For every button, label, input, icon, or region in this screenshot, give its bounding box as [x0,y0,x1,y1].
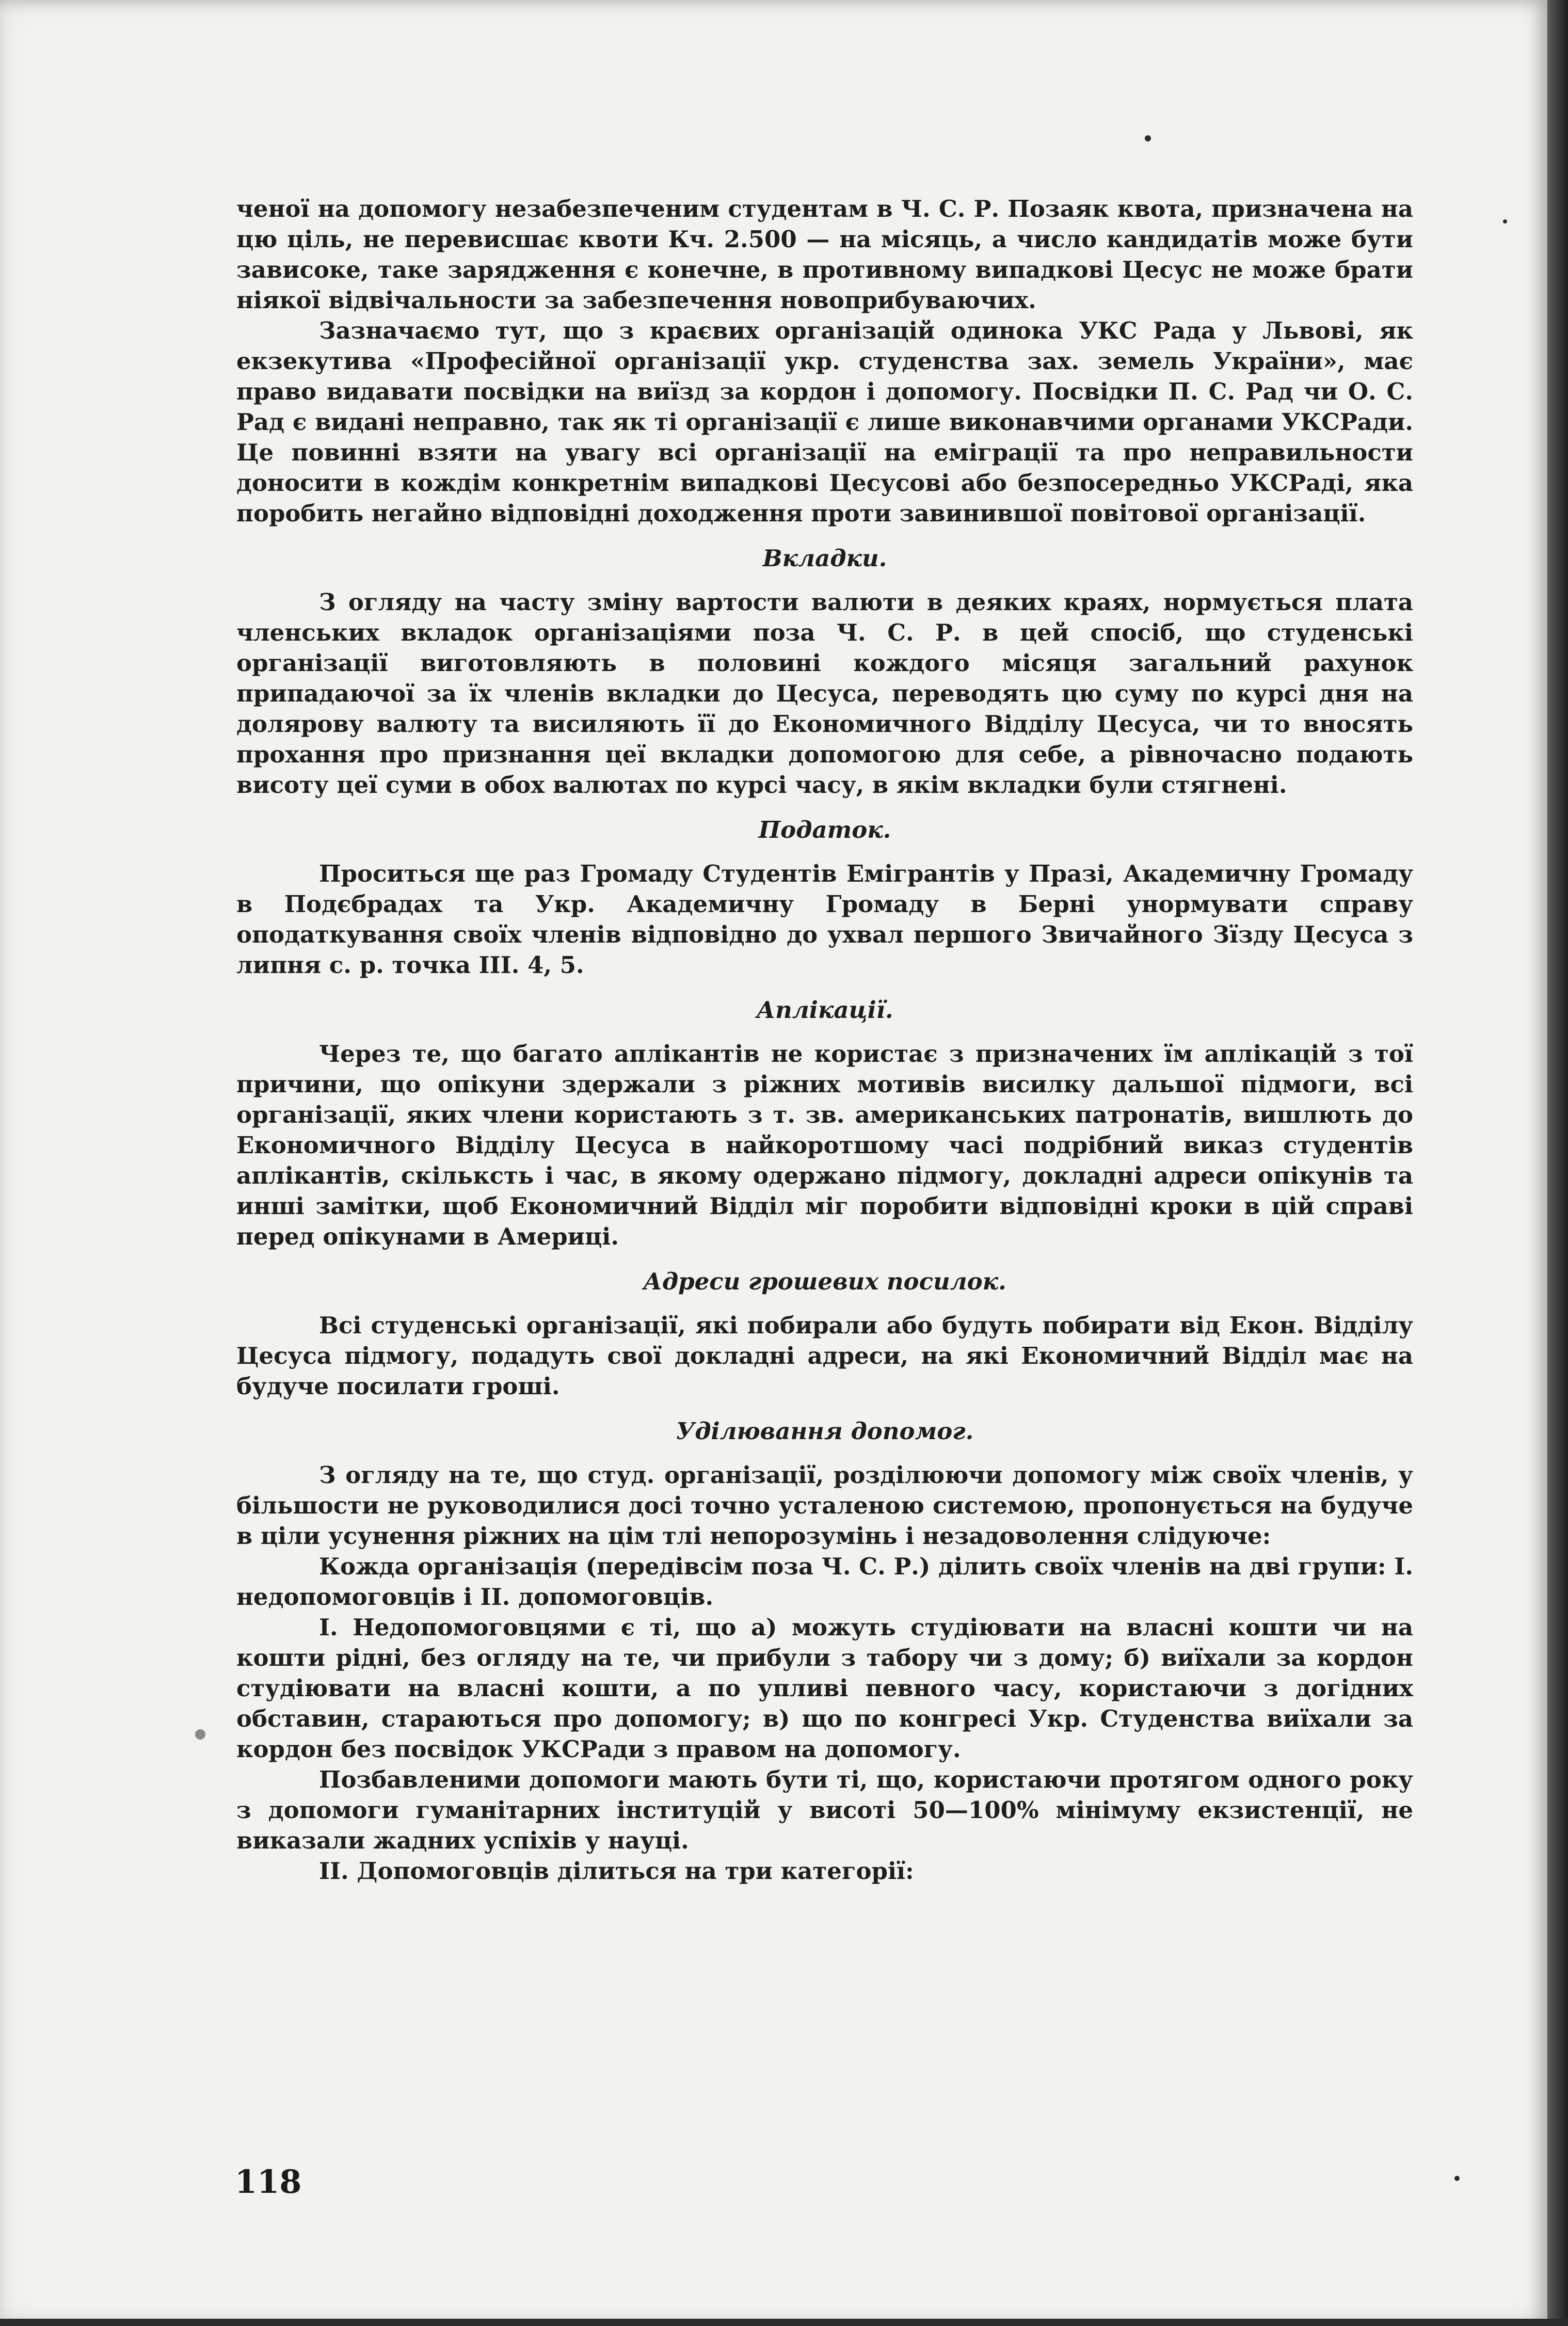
scan-border-right [1547,0,1568,2326]
paragraph-adresy: Всі студенські організації, які побирали або будуть побирати від Екон. Відділу Цесуса підмогу, подадуть свої докладні адреси, на які Економичний Відділ має на будуче посилати гроші. [236,1312,1413,1400]
scan-speck [1145,135,1151,141]
section-heading-podatok: Податок. [758,816,891,843]
scan-speck [1454,2176,1460,2181]
page-number: 118 [235,2163,302,2201]
section-heading-aplikatsii: Аплікації. [756,996,893,1024]
section-heading-vkladky: Вкладки. [762,545,887,572]
paragraph-nedopomogovtsi: І. Недопомоговцями є ті, що а) можуть студіювати на власні кошти чи на кошти рідні, без огляду на те, чи прибули з табору чи з дому; б) виїхали за кордон студіювати на власні кошти, а по упливі певного часу, користаючи з догідних обставин, стараються про допомогу; в) що по конгресі Укр. Студенства виїхали за кордон без посвідок УКСРади з правом на допомогу. [236,1614,1413,1763]
section-heading-adresy: Адреси грошевих посилок. [643,1268,1006,1295]
paragraph-aplikatsii: Через те, що багато аплікантів не користає з призначених їм аплікацій з тої причини, що опікуни здержали з ріжних мотивів висилку дальшої підмоги, всі організації, яких члени користають з т. зв. американських патронатів, вишлють до Економичного Відділу Цесуса в найкоротшому часі подрібний виказ студентів аплікантів, скільксть і час, в якому одержано підмогу, докладні адреси опікунів та инші замітки, щоб Економичний Відділ міг поробити відповідні кроки в цій справі перед опікунами в Америці. [236,1040,1413,1250]
paragraph-pozbavleni: Позбавленими допомоги мають бути ті, що, користаючи протягом одного року з допомоги гуманітарних інституцій у висоті 50—100% мінімуму екзистенції, не виказали жадних успіхів у науці. [236,1766,1413,1854]
paragraph-vkladky: З огляду на часту зміну вартости валюти в деяких краях, нормується плата членських вкладок організаціями поза Ч. С. Р. в цей спосіб, що студенські організації виготовляють в половині кождого місяця загальний рахунок припадаючої за їх членів вкладки до Цесуса, переводять цю суму по курсі дня на долярову валюту та висиляють її до Економичного Відділу Цесуса, чи то вносять прохання про признання цеї вкладки допомогою для себе, а рівночасно подають висоту цеї суми в обох валютах по курсі часу, в якім вкладки були стягнені. [236,588,1413,799]
scan-speck [195,1729,205,1740]
scan-border-bottom [0,2319,1568,2326]
paragraph-groups: Кожда організація (передівсім поза Ч. С. Р.) ділить своїх членів на дві групи: І. недопомоговців і II. допомоговців. [236,1553,1413,1611]
paragraph-podatok: Проситься ще раз Громаду Студентів Емігрантів у Празі, Академичну Громаду в Подєбрадах та Укр. Академичну Громаду в Берні унормувати справу оподаткування своїх членів відповідно до ухвал першого Звичайного Зїзду Цесуса з липня с. р. точка III. 4, 5. [236,860,1413,979]
section-heading-udiliuvannia: Уділювання допомог. [676,1417,974,1445]
paragraph-kategorii: II. Допомоговців ділиться на три категорії: [319,1857,914,1885]
body-text [236,194,1413,1886]
paragraph-ukc-rada: Зазначаємо тут, що з краєвих організацій одинока УКС Рада у Львові, як екзекутива «Професійної організації укр. студенства зах. земель України», має право видавати посвідки на виїзд за кордон і допомогу. Посвідки П. С. Рад чи О. С. Рад є видані неправно, так як ті організації є лише виконавчими органами УКСРади. Це повинні взяти на увагу всі організації на еміграції та про неправильности доносити в кождім конкретнім випадкові Цесусові або безпосередньо УКСРаді, яка поробить негайно відповідні доходження проти завинившої повітової організації. [236,317,1413,527]
paragraph-udiliuvannia-intro: З огляду на те, що студ. організації, розділюючи допомогу між своїх членів, у більшости не руководилися досі точно усталеною системою, пропонується на будуче в ціли усунення ріжних на цім тлі непорозумінь і незадоволення слідуюче: [236,1461,1413,1550]
paragraph-continuation: ченої на допомогу незабезпеченим студентам в Ч. С. Р. Позаяк квота, призначена на цю ціль, не перевисшає квоти Кч. 2.500 — на місяць, а число кандидатів може бути зависоке, таке зарядження є конечне, в противному випадкові Цесус не може брати ніякої відвічальности за забезпечення новоприбуваючих. [236,195,1413,314]
scan-speck [1503,219,1507,224]
